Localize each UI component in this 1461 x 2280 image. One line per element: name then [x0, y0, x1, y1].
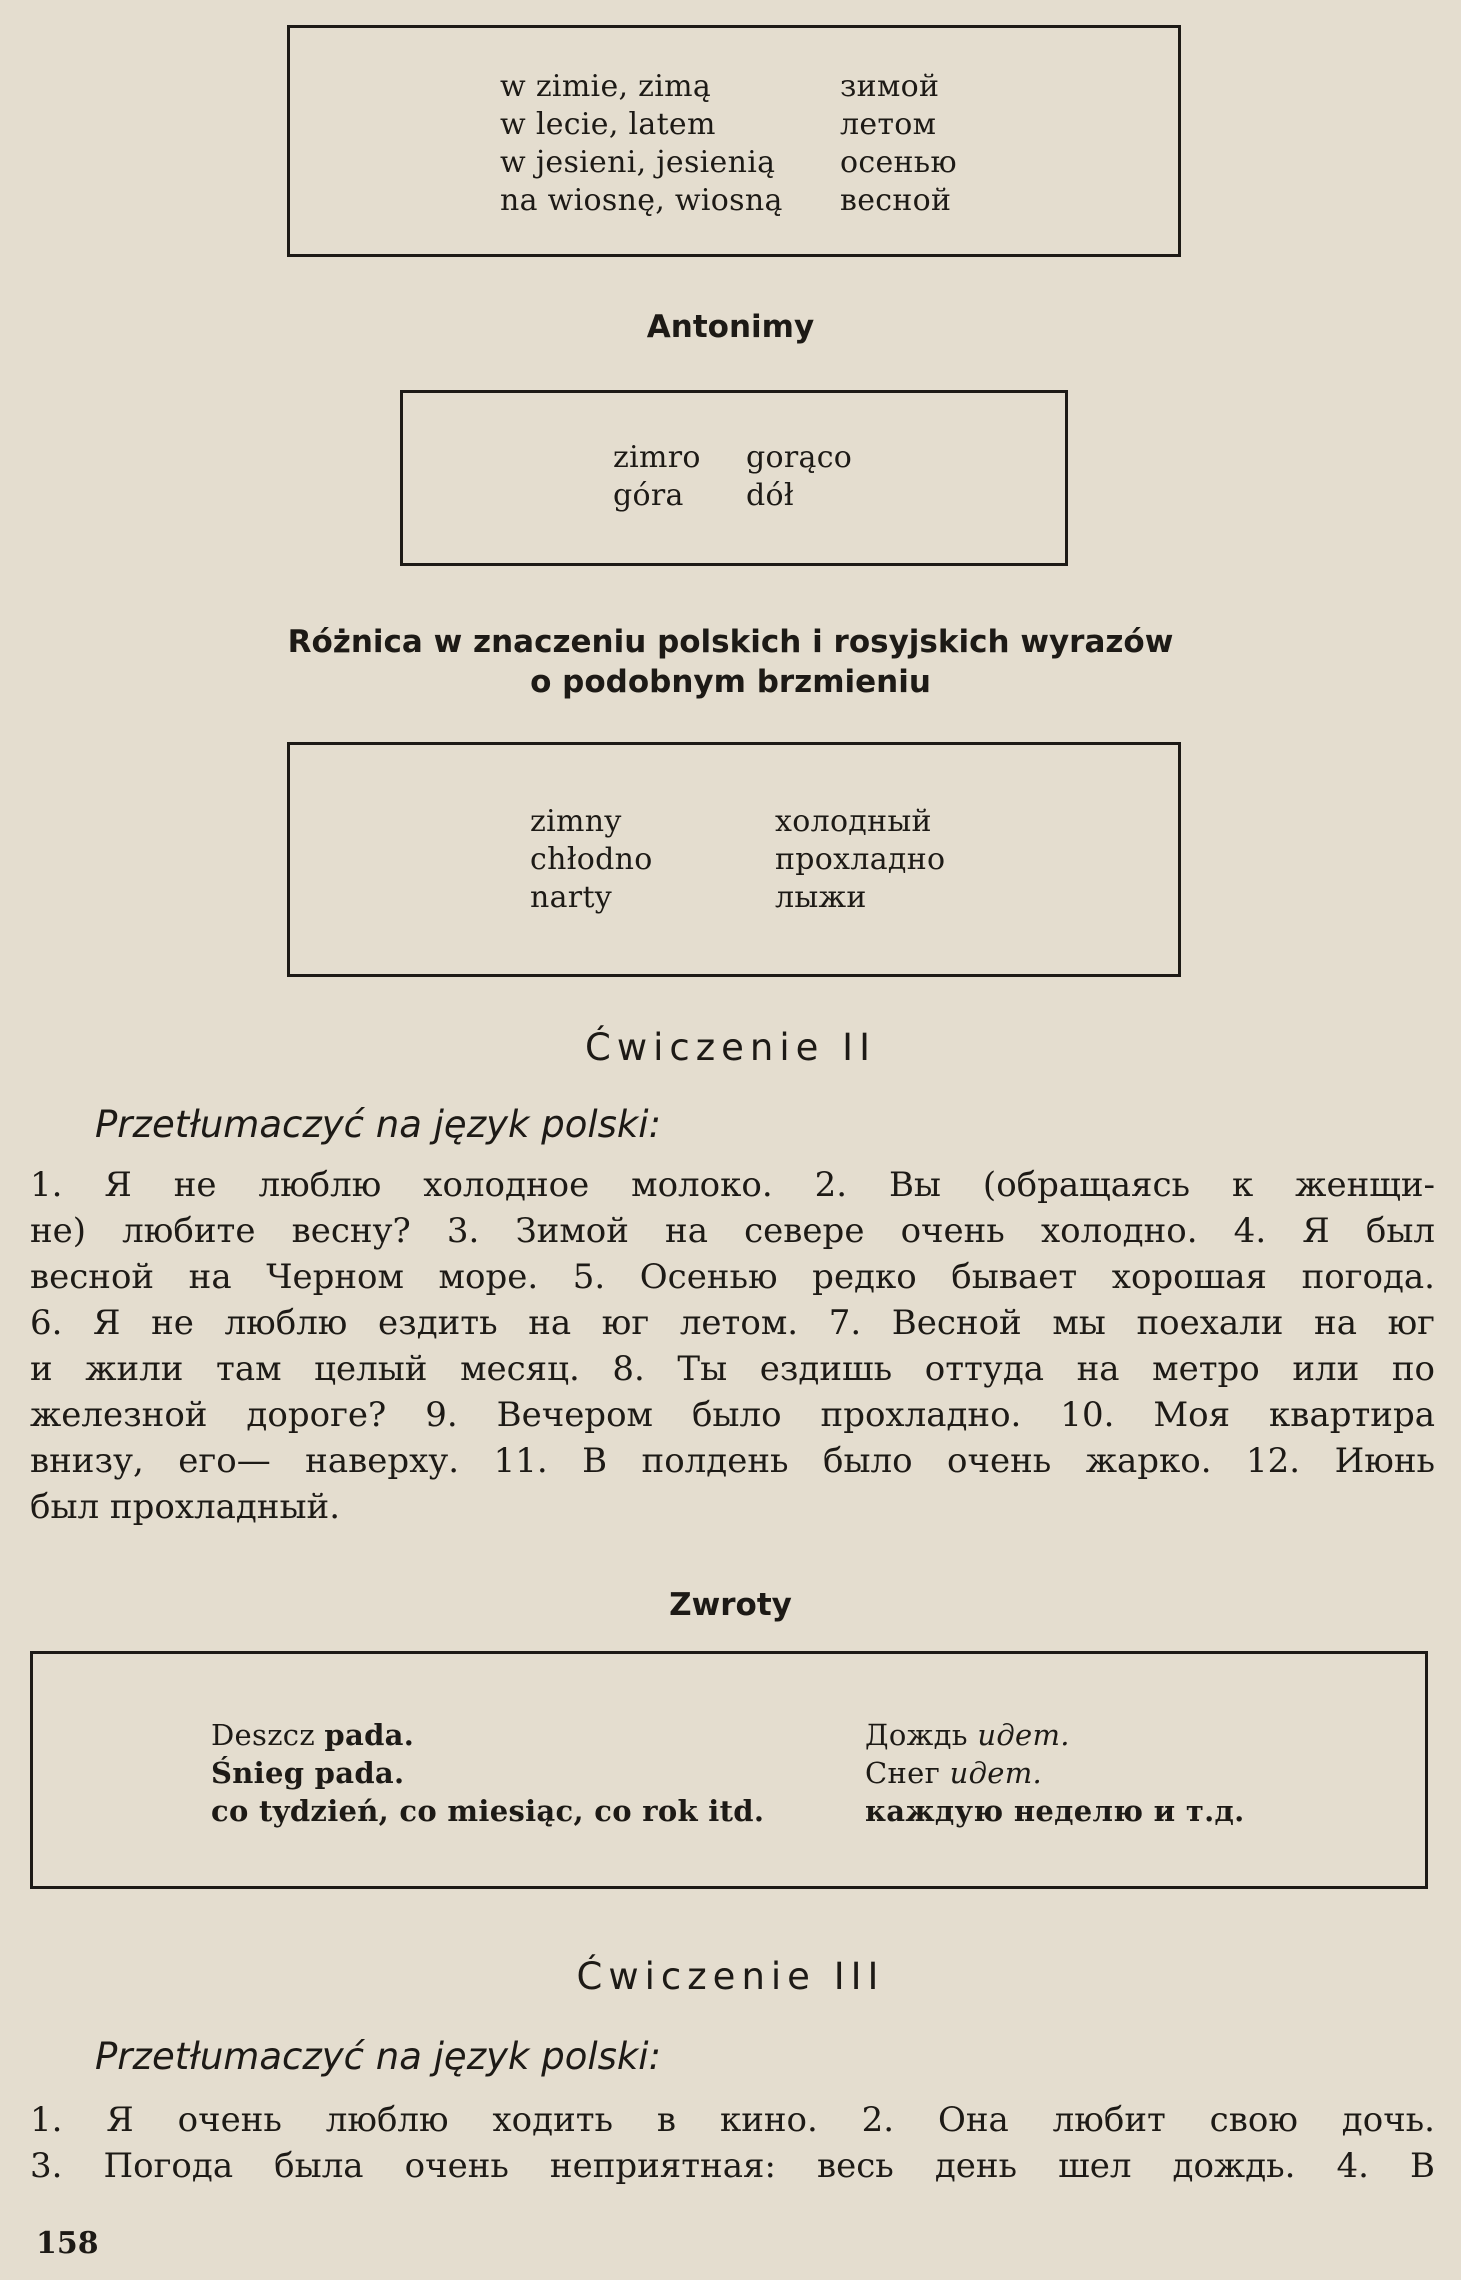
table-row	[530, 803, 945, 841]
seasons-table	[500, 68, 957, 220]
russian-term: осенью	[840, 145, 957, 180]
exercise-3-title: Ćwiczenie III	[576, 1955, 885, 1998]
table-row	[530, 841, 945, 879]
phrase-noun: Снег	[865, 1756, 950, 1790]
text-line: не) любите весну? 3. Зимой на севере очень холодно. 4. Я был	[30, 1211, 1435, 1251]
antonym-opposite: dół	[746, 478, 794, 513]
page-number: 158	[36, 2226, 99, 2261]
phrases-table	[211, 1716, 1245, 1830]
polish-term: zimny	[530, 804, 622, 839]
table-row	[530, 879, 945, 917]
table-row	[500, 182, 957, 220]
exercise-3-instruction: Przetłumaczyć na język polski:	[95, 2035, 662, 2078]
differences-table	[530, 803, 945, 917]
russian-phrase	[865, 1716, 1070, 1754]
phrases-box	[30, 1651, 1428, 1889]
text-line: весной на Черном море. 5. Осенью редко бывает хорошая погода.	[30, 1257, 1435, 1297]
russian-phrase: каждую неделю и т.д.	[865, 1794, 1245, 1828]
polish-term: narty	[530, 880, 613, 915]
table-row	[500, 144, 957, 182]
table-row	[500, 68, 957, 106]
phrase-verb: pada.	[324, 1718, 415, 1752]
polish-phrase: co tydzień, co miesiąc, co rok itd.	[211, 1794, 765, 1828]
exercise-2-instruction: Przetłumaczyć na język polski:	[95, 1103, 662, 1146]
phrase-verb: pada.	[314, 1756, 405, 1790]
phrase-verb: идет.	[949, 1756, 1043, 1790]
phrase-verb: идет.	[977, 1718, 1070, 1752]
russian-term: весной	[840, 183, 952, 218]
text-line: 1. Я не люблю холодное молоко. 2. Вы (обращаясь к женщи-	[30, 1165, 1435, 1205]
polish-phrase	[211, 1754, 865, 1792]
russian-term: зимой	[840, 69, 940, 104]
antonyms-heading: Antonimy	[646, 309, 815, 345]
russian-term: прохладно	[775, 842, 946, 877]
text-line: и жили там целый месяц. 8. Ты ездишь оттуда на метро или по	[30, 1349, 1435, 1389]
exercise-3-text	[30, 2097, 1435, 2189]
table-row	[211, 1716, 1245, 1754]
text-line: внизу, его— наверху. 11. В полдень было очень жарко. 12. Июнь	[30, 1441, 1435, 1481]
antonyms-table	[613, 439, 852, 515]
russian-term: лыжи	[775, 880, 867, 915]
differences-heading	[0, 622, 1461, 702]
differences-heading-line: o podobnym brzmieniu	[530, 664, 931, 700]
table-row	[211, 1754, 1245, 1792]
phrase-noun: Дождь	[865, 1718, 978, 1752]
phrases-heading: Zwroty	[669, 1587, 792, 1623]
russian-term: летом	[840, 107, 937, 142]
polish-term: w jesieni, jesienią	[500, 145, 776, 180]
exercise-2-title: Ćwiczenie II	[585, 1026, 876, 1069]
polish-term: chłodno	[530, 842, 653, 877]
antonym-term: góra	[613, 478, 684, 513]
text-line: был прохладный.	[30, 1487, 341, 1527]
polish-term: na wiosnę, wiosną	[500, 183, 783, 218]
differences-box	[287, 742, 1181, 977]
seasons-vocabulary-box	[287, 25, 1181, 257]
text-line: 1. Я очень люблю ходить в кино. 2. Она любит свою дочь.	[30, 2100, 1435, 2140]
antonym-opposite: gorąco	[746, 440, 853, 475]
text-line: 3. Погода была очень неприятная: весь день шел дождь. 4. В	[30, 2146, 1435, 2186]
russian-phrase	[865, 1754, 1042, 1792]
antonym-term: zimro	[613, 440, 701, 475]
phrase-noun: Śnieg	[211, 1756, 315, 1790]
phrase-noun: Deszcz	[211, 1718, 325, 1752]
polish-term: w lecie, latem	[500, 107, 716, 142]
table-row	[500, 106, 957, 144]
russian-term: холодный	[775, 804, 932, 839]
polish-term: w zimie, zimą	[500, 69, 712, 104]
antonyms-box	[400, 390, 1068, 566]
text-line: 6. Я не люблю ездить на юг летом. 7. Весной мы поехали на юг	[30, 1303, 1435, 1343]
exercise-2-text	[30, 1162, 1435, 1530]
table-row	[211, 1792, 1245, 1830]
text-line: железной дороге? 9. Вечером было прохладно. 10. Моя квартира	[30, 1395, 1435, 1435]
table-row	[613, 439, 852, 477]
differences-heading-line: Różnica w znaczeniu polskich i rosyjskich wyrazów	[287, 624, 1174, 660]
table-row	[613, 477, 852, 515]
polish-phrase	[211, 1716, 865, 1754]
